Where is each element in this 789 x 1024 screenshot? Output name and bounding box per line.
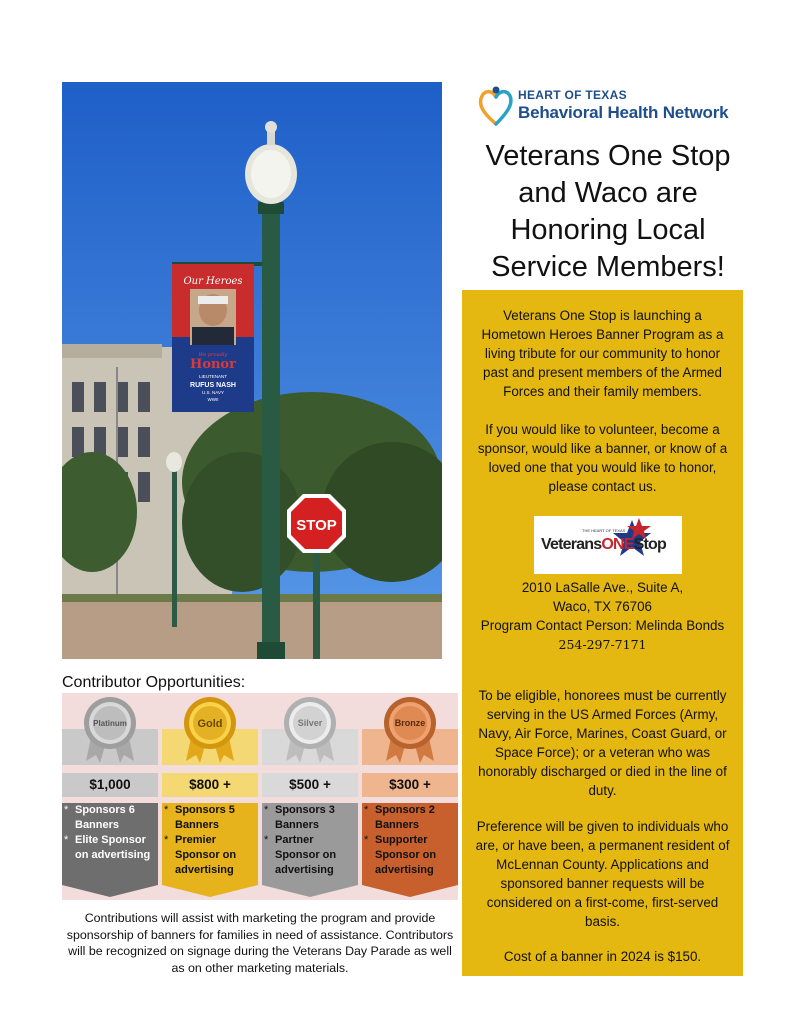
tier-silver (262, 693, 358, 900)
title-line: Veterans One Stop (485, 140, 731, 172)
banner-small-text: We proudly (198, 352, 228, 358)
banner-branch-text: U.S. NAVY (202, 390, 224, 395)
logo-line2: Behavioral Health Network (518, 103, 729, 122)
vos-wordmark (541, 536, 666, 554)
hotbhn-logo (478, 84, 748, 126)
address-line1: 2010 LaSalle Ave., Suite A, (521, 580, 684, 595)
tier-benefits (262, 803, 358, 885)
heart-person-icon (478, 84, 514, 126)
contributor-tiers (62, 693, 458, 900)
tier-platinum (62, 693, 158, 900)
logo-line1: HEART OF TEXAS (518, 88, 627, 102)
vos-stop: Stop (633, 536, 666, 553)
benefit-item: * Partner Sponsor on advertising (264, 834, 337, 876)
title-line: Service Members! (491, 251, 725, 283)
veterans-one-stop-logo (534, 516, 682, 574)
banner-rank-text: LIEUTENANT (198, 374, 228, 379)
info-panel (462, 290, 743, 976)
platinum-medal-icon (62, 693, 158, 765)
vos-tiny-text: THE HEART OF TEXAS (582, 528, 626, 533)
intro-paragraph: Veterans One Stop is launching a Hometown Heroes Banner Program as a living tribute for our community to honor past and present members of the Armed Forces and their family members. (481, 308, 724, 399)
vos-veterans: Veterans (541, 536, 602, 553)
preference-paragraph: Preference will be given to individuals who are, or have been, a permanent resident of McLennan County. Applications and sponsored banner requests will be considered on a first-come, first-served basis. (475, 819, 730, 929)
gold-medal-icon (162, 693, 258, 765)
banner-war-text: WWII (207, 397, 219, 402)
tier-name: Silver (297, 718, 323, 728)
banner-name-text: RUFUS NASH (190, 382, 236, 389)
tier-bronze (362, 693, 458, 900)
title-line: Honoring Local (510, 214, 706, 246)
benefit-item: * Elite Sponsor on advertising (64, 834, 151, 861)
tier-price: $800 + (162, 773, 258, 797)
tier-price: $300 + (362, 773, 458, 797)
vos-one: ONE (601, 536, 634, 553)
tier-benefits (362, 803, 458, 885)
page-title (468, 138, 748, 286)
tier-name: Platinum (93, 719, 127, 728)
contributor-heading: Contributor Opportunities: (62, 674, 246, 691)
banner-honor-text: Honor (190, 357, 236, 372)
phone-number: 254-297-7171 (558, 637, 647, 652)
tier-gold (162, 693, 258, 900)
eligibility-paragraph: To be eligible, honorees must be currently serving in the US Armed Forces (Army, Navy, Air Force, Marines, Coast Guard, or Space Force); or a veteran who was honorably discharged or died in the line of duty. (478, 688, 727, 798)
benefit-item: * Sponsors 3 Banners (264, 804, 335, 831)
tier-name: Bronze (394, 718, 426, 728)
benefit-item: * Sponsors 5 Banners (164, 804, 235, 831)
cost-paragraph: Cost of a banner in 2024 is $150. (503, 949, 702, 964)
benefit-item: * Sponsors 6 Banners (64, 804, 135, 831)
contact-person: Program Contact Person: Melinda Bonds (480, 618, 725, 633)
tier-name: Gold (197, 718, 223, 730)
banner-script-text: Our Heroes (183, 276, 243, 287)
silver-medal-icon (262, 693, 358, 765)
tier-price: $1,000 (62, 773, 158, 797)
street-banner-photo (62, 82, 442, 659)
tier-benefits (62, 803, 158, 885)
tier-price: $500 + (262, 773, 358, 797)
address-line2: Waco, TX 76706 (553, 599, 652, 614)
contact-prompt-paragraph: If you would like to volunteer, become a sponsor, would like a banner, or know of a loved one that you would like to honor, please contact us. (477, 422, 728, 494)
tier-benefits (162, 803, 258, 885)
benefit-item: * Premier Sponsor on advertising (164, 834, 237, 876)
contributions-note: Contributions will assist with marketing the program and provide sponsorship of banners for families in need of assistance. Contributors will be recognized on signage during the Veterans Day Parade as well as on other marketing materials. (66, 911, 454, 975)
benefit-item: * Supporter Sponsor on advertising (364, 834, 437, 876)
title-line: and Waco are (518, 177, 698, 209)
address-block (466, 578, 739, 654)
stop-sign-text: STOP (296, 517, 337, 534)
benefit-item: * Sponsors 2 Banners (364, 804, 435, 831)
bronze-medal-icon (362, 693, 458, 765)
